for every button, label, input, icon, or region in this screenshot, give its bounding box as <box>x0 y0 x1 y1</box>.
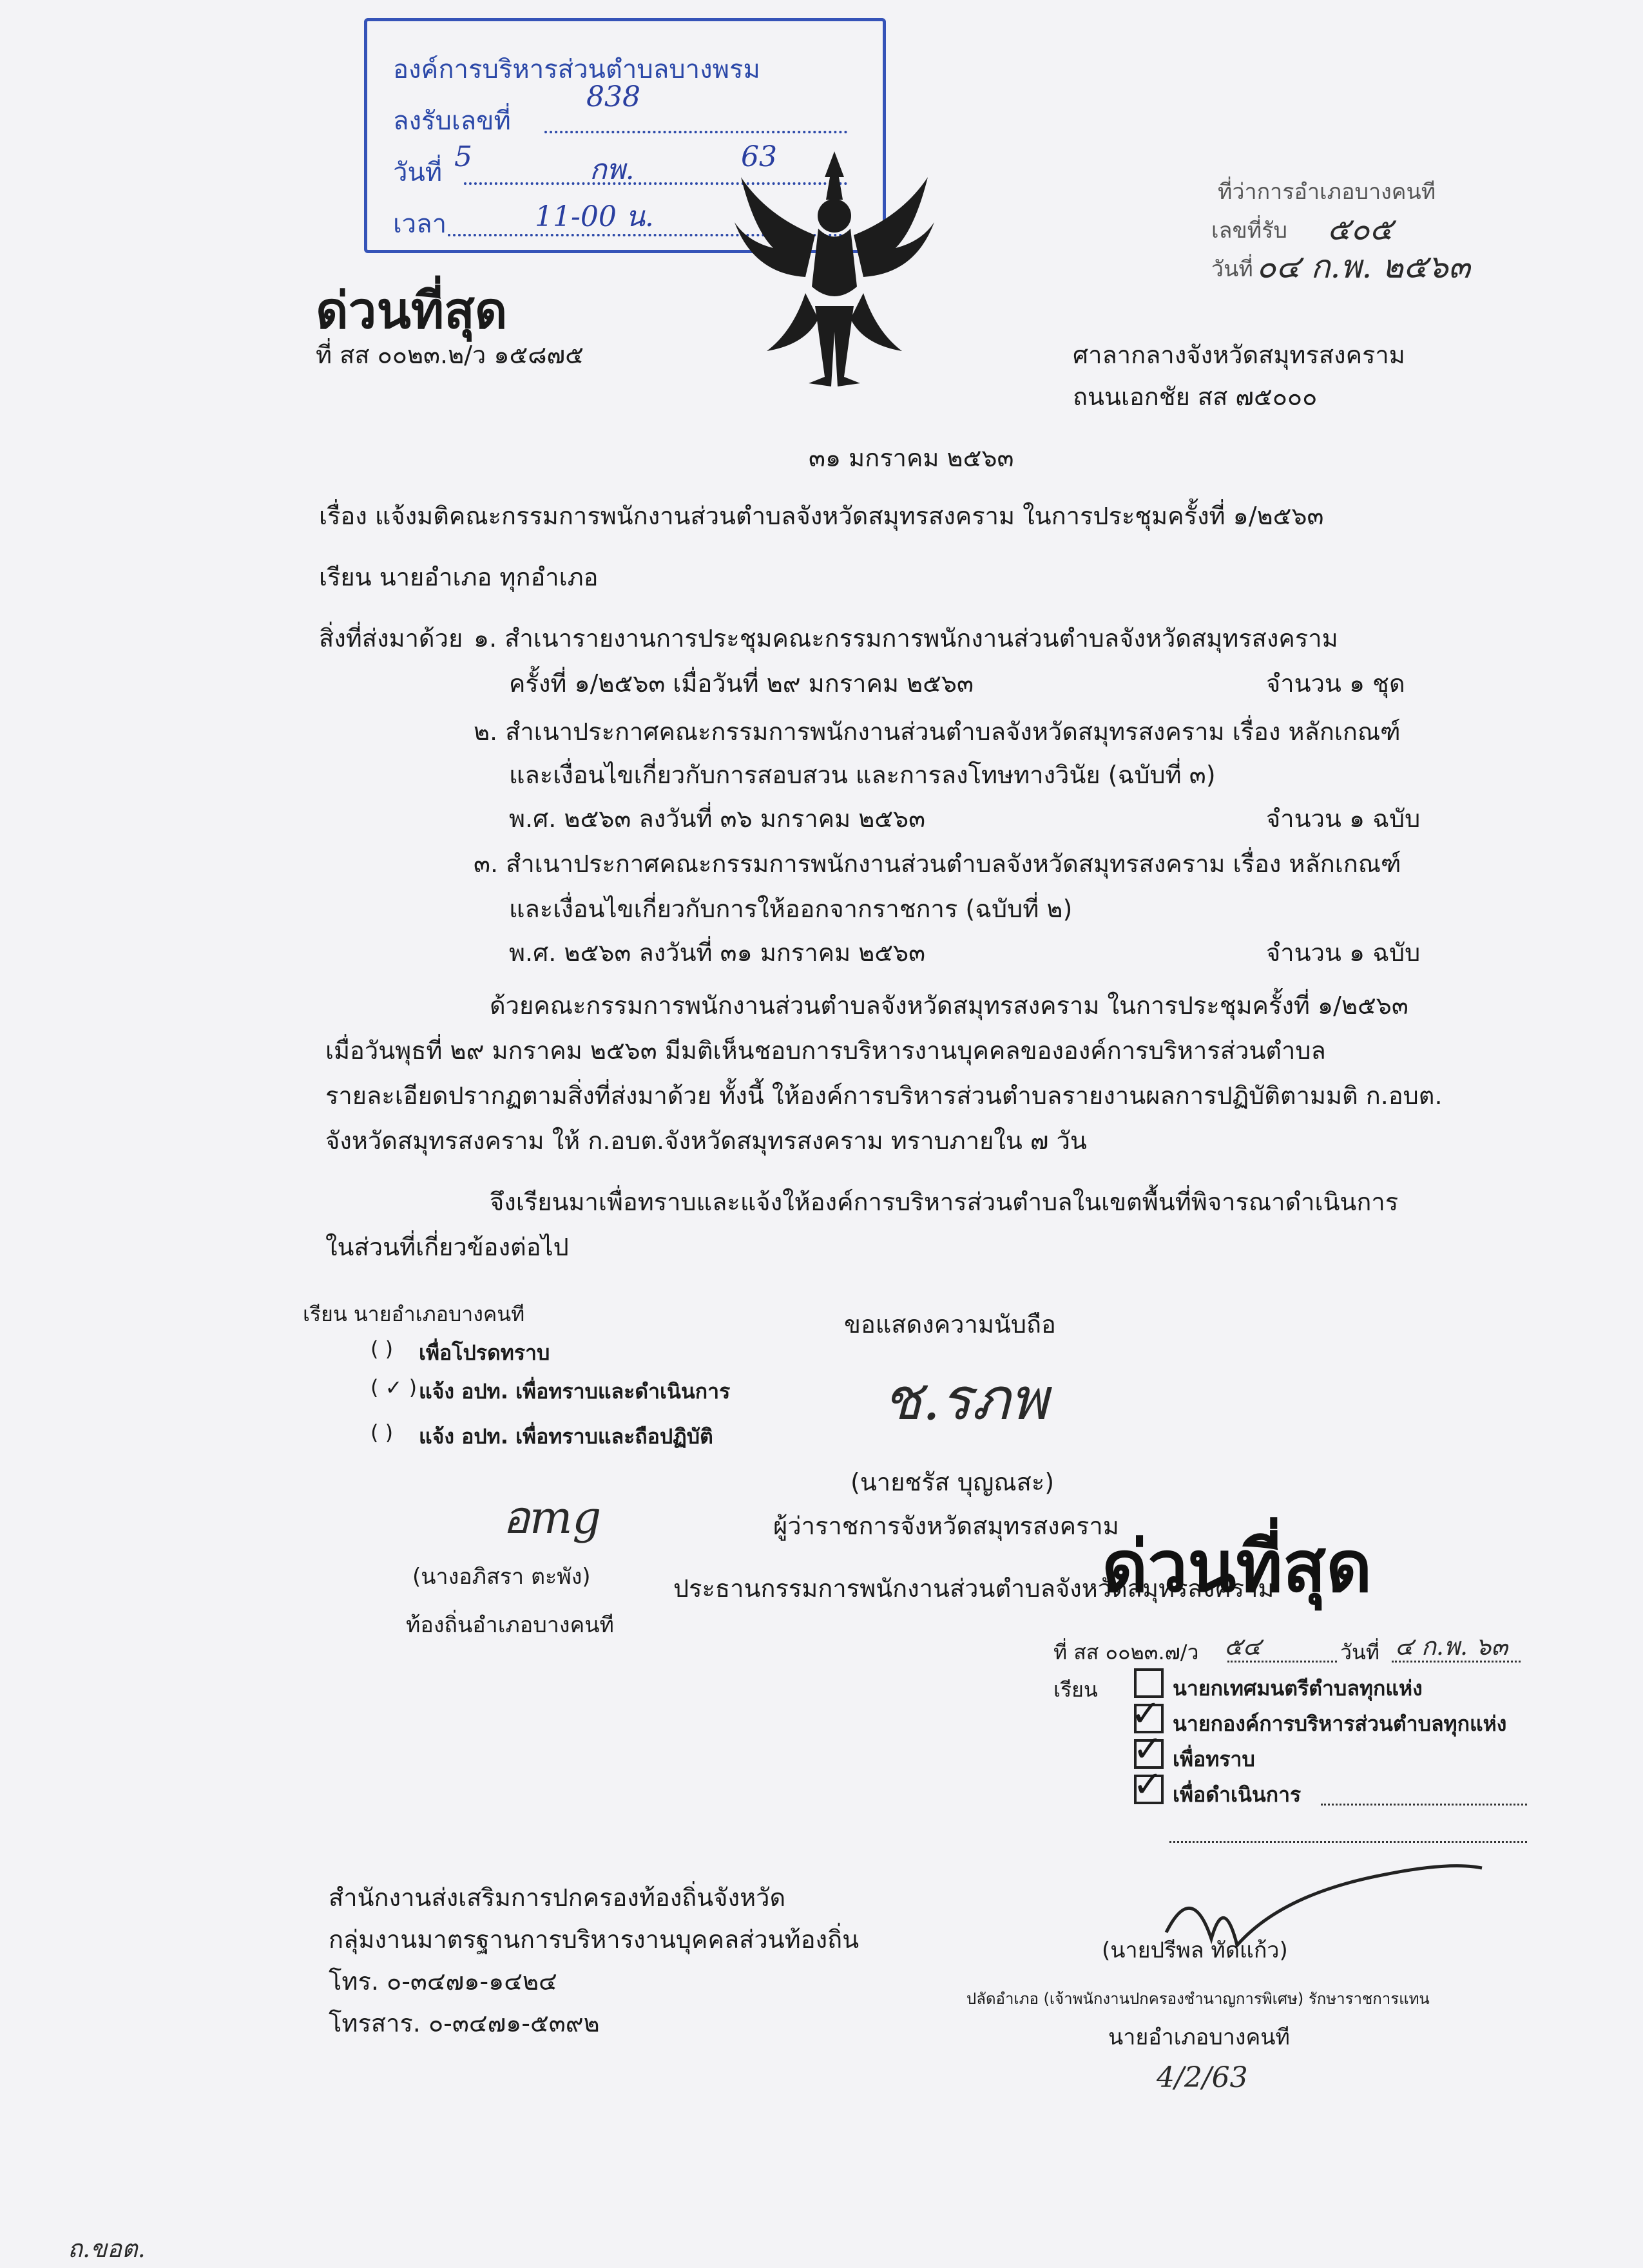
received-time-label: เวลา <box>393 209 447 239</box>
enclosure-3-line3: พ.ศ. ๒๕๖๓ ลงวันที่ ๓๑ มกราคม ๒๕๖๓ <box>509 939 926 967</box>
enclosure-3-quantity: จำนวน ๑ ฉบับ <box>1266 939 1421 967</box>
urgent-stamp-heading: ด่วนที่สุด <box>1102 1525 1372 1608</box>
district-stamp-date-label: วันที่ <box>1211 256 1253 282</box>
district-note-signer-title: ท้องถิ่นอำเภอบางคนที <box>406 1612 614 1638</box>
enclosure-2-line1: ๒. สำเนาประกาศคณะกรรมการพนักงานส่วนตำบลจังหวัดสมุทรสงคราม เรื่อง หลักเกณฑ์ <box>474 718 1401 746</box>
body-paragraph-1-line2: เมื่อวันพุธที่ ๒๙ มกราคม ๒๕๖๓ มีมติเห็นชอบการบริหารงานบุคคลขององค์การบริหารส่วนตำบล <box>325 1036 1326 1065</box>
enclosure-2-quantity: จำนวน ๑ ฉบับ <box>1266 805 1421 833</box>
received-date-year: 63 <box>741 140 777 173</box>
district-note-option-2-box: ( ✓ ) <box>370 1375 418 1400</box>
urgent-stamp-item-3: เพื่อทราบ <box>1173 1747 1255 1771</box>
urgent-stamp-signer-name: (นายปรีพล ทัดแก้ว) <box>1102 1938 1288 1963</box>
district-note-option-2: แจ้ง อปท. เพื่อทราบและดำเนินการ <box>419 1379 731 1404</box>
urgent-stamp-doc-no-fill: ๕๔ <box>1224 1632 1262 1661</box>
check-mark-icon: ✓ <box>1133 1764 1163 1806</box>
district-stamp-no-label: เลขที่รับ <box>1211 218 1287 243</box>
enclosure-3-line2: และเงื่อนไขเกี่ยวกับการให้ออกจากราชการ (ฉบับที่ ๒) <box>509 895 1073 923</box>
extra-dotline <box>1169 1841 1527 1843</box>
enclosure-label: สิ่งที่ส่งมาด้วย <box>319 624 463 653</box>
check-mark-icon: ✓ <box>1133 1728 1163 1770</box>
margin-note: ถ.ขอต. <box>68 2235 146 2263</box>
district-note-option-1: เพื่อโปรดทราบ <box>419 1340 550 1365</box>
district-note-option-3: แจ้ง อปท. เพื่อทราบและถือปฏิบัติ <box>419 1424 713 1449</box>
enclosure-3-line1: ๓. สำเนาประกาศคณะกรรมการพนักงานส่วนตำบลจังหวัดสมุทรสงคราม เรื่อง หลักเกณฑ์ <box>474 850 1401 878</box>
enclosure-1-line2: ครั้งที่ ๑/๒๕๖๓ เมื่อวันที่ ๒๙ มกราคม ๒๕๖๓ <box>509 669 974 698</box>
urgent-stamp-item-1: นายกเทศมนตรีตำบลทุกแห่ง <box>1173 1676 1423 1701</box>
footer-office: สำนักงานส่งเสริมการปกครองท้องถิ่นจังหวัด <box>329 1883 786 1912</box>
urgent-stamp-to-label: เรียน <box>1053 1677 1098 1702</box>
body-paragraph-2-line2: ในส่วนที่เกี่ยวข้องต่อไป <box>325 1233 569 1261</box>
office-address-line1: ศาลากลางจังหวัดสมุทรสงคราม <box>1073 341 1405 369</box>
garuda-emblem-icon <box>728 138 941 396</box>
governor-title: ผู้ว่าราชการจังหวัดสมุทรสงคราม <box>773 1512 1119 1540</box>
enclosure-1-quantity: จำนวน ๑ ชุด <box>1266 669 1405 698</box>
district-note-signer-name: (นางอภิสรา ตะพัง) <box>412 1564 591 1590</box>
enclosure-1-line1: ๑. สำเนารายงานการประชุมคณะกรรมการพนักงานส่วนตำบลจังหวัดสมุทรสงคราม <box>474 624 1338 653</box>
urgency-heading: ด่วนที่สุด <box>316 282 508 340</box>
footer-tel: โทร. ๐-๓๔๗๑-๑๔๒๔ <box>329 1967 557 1996</box>
received-date-day: 5 <box>454 140 472 173</box>
received-no-label: ลงรับเลขที่ <box>393 106 511 136</box>
body-paragraph-1-line3: รายละเอียดปรากฏตามสิ่งที่ส่งมาด้วย ทั้งนี้ ให้องค์การบริหารส่วนตำบลรายงานผลการปฏิบัติตามมติ ก.อบต. <box>325 1082 1443 1110</box>
urgent-stamp-date-label: วันที่ <box>1340 1640 1379 1664</box>
district-note-signature: อmg <box>503 1491 602 1544</box>
urgent-stamp-item-2: นายกองค์การบริหารส่วนตำบลทุกแห่ง <box>1173 1711 1507 1736</box>
district-note-option-1-box: ( ) <box>370 1337 394 1361</box>
received-time-value: 11-00 น. <box>535 200 654 233</box>
closing-regards: ขอแสดงความนับถือ <box>844 1310 1056 1339</box>
received-date-month: กพ. <box>590 153 635 186</box>
enclosure-2-line3: พ.ศ. ๒๕๖๓ ลงวันที่ ๓๖ มกราคม ๒๕๖๓ <box>509 805 926 833</box>
for-action-dotline <box>1321 1804 1527 1806</box>
urgent-stamp-item-4: เพื่อดำเนินการ <box>1173 1782 1302 1807</box>
urgent-stamp-signer-title2: นายอำเภอบางคนที <box>1108 2025 1290 2050</box>
urgent-stamp-date-dotline <box>1392 1661 1521 1663</box>
document-number: ที่ สส ๐๐๒๓.๒/ว ๑๕๘๗๕ <box>316 341 584 369</box>
district-stamp-title: ที่ว่าการอำเภอบางคนที <box>1218 179 1436 205</box>
received-stamp-org: องค์การบริหารส่วนตำบลบางพรม <box>393 55 760 84</box>
district-note-to: เรียน นายอำเภอบางคนที <box>303 1302 525 1326</box>
district-note-option-3-box: ( ) <box>370 1420 394 1445</box>
body-paragraph-1-line1: ด้วยคณะกรรมการพนักงานส่วนตำบลจังหวัดสมุทรสงคราม ในการประชุมครั้งที่ ๑/๒๕๖๓ <box>490 991 1408 1020</box>
district-stamp-no-value: ๕๐๕ <box>1327 211 1393 247</box>
addressee-line: เรียน นายอำเภอ ทุกอำเภอ <box>319 563 599 591</box>
received-date-label: วันที่ <box>393 158 443 187</box>
received-no-value: 838 <box>586 81 640 113</box>
letter-date: ๓๑ มกราคม ๒๕๖๓ <box>809 444 1014 472</box>
footer-group: กลุ่มงานมาตรฐานการบริหารงานบุคคลส่วนท้องถิ่น <box>329 1925 860 1954</box>
urgent-stamp-doc-dotline <box>1227 1661 1337 1663</box>
check-mark-icon: ✓ <box>1131 1693 1161 1735</box>
body-paragraph-2-line1: จึงเรียนมาเพื่อทราบและแจ้งให้องค์การบริหารส่วนตำบลในเขตพื้นที่พิจารณาดำเนินการ <box>490 1188 1399 1216</box>
received-no-dotline <box>544 131 847 133</box>
urgent-stamp-sign-date: 4/2/63 <box>1157 2061 1248 2094</box>
subject-line: เรื่อง แจ้งมติคณะกรรมการพนักงานส่วนตำบลจังหวัดสมุทรสงคราม ในการประชุมครั้งที่ ๑/๒๕๖๓ <box>319 502 1324 530</box>
enclosure-2-line2: และเงื่อนไขเกี่ยวกับการสอบสวน และการลงโทษทางวินัย (ฉบับที่ ๓) <box>509 761 1216 789</box>
governor-name: (นายชรัส บุญณสะ) <box>850 1468 1055 1496</box>
committee-chair-title: ประธานกรรมการพนักงานส่วนตำบลจังหวัดสมุทรสงคราม <box>673 1574 1274 1603</box>
urgent-stamp-date-fill: ๔ ก.พ. ๖๓ <box>1395 1632 1508 1661</box>
body-paragraph-1-line4: จังหวัดสมุทรสงคราม ให้ ก.อบต.จังหวัดสมุทรสงคราม ทราบภายใน ๗ วัน <box>325 1127 1087 1155</box>
footer-fax: โทรสาร. ๐-๓๔๗๑-๕๓๙๒ <box>329 2009 600 2037</box>
office-address-line2: ถนนเอกชัย สส ๗๕๐๐๐ <box>1073 383 1318 411</box>
governor-signature: ช.รภพ <box>883 1366 1048 1433</box>
district-stamp-date-value: ๐๔ ก.พ. ๒๕๖๓ <box>1256 248 1470 285</box>
urgent-stamp-doc-no: ที่ สส ๐๐๒๓.๗/ว <box>1053 1640 1199 1664</box>
district-received-stamp <box>1179 174 1470 296</box>
urgent-stamp-signer-title1: ปลัดอำเภอ (เจ้าพนักงานปกครองชำนาญการพิเศษ) รักษาราชการแทน <box>966 1990 1430 2008</box>
